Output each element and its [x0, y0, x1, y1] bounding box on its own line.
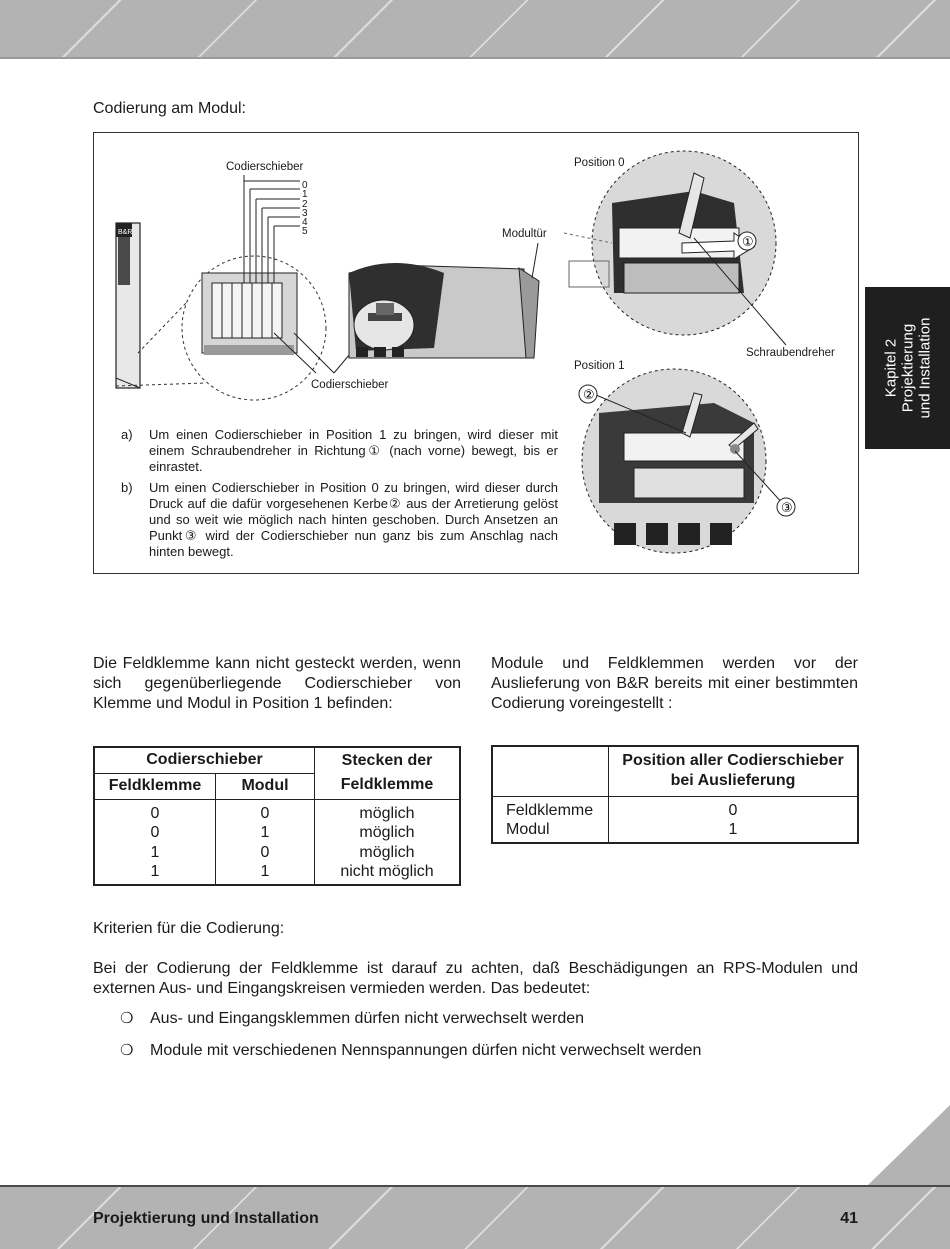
- table-col-values: [609, 796, 859, 843]
- table-col-modul: [216, 799, 315, 885]
- marker-1: ①: [742, 235, 754, 250]
- scale-tick: 4: [302, 217, 308, 229]
- header-line: Feldklemme: [340, 776, 434, 794]
- table-cell: möglich: [359, 824, 415, 841]
- scale-tick: 1: [302, 189, 308, 201]
- step-label: b): [121, 480, 133, 495]
- table-cell: 1: [728, 821, 738, 838]
- table-header-feldklemme: Feldklemme: [94, 773, 216, 799]
- marker-3: ③: [781, 501, 793, 516]
- header-line: Stecken der: [341, 752, 433, 770]
- coding-figure: [93, 132, 859, 574]
- step-text: Um einen Codierschieber in Position 1 zu bringen, wird dieser mit einem Schraubendreher in Richtung① (nach vorne) bewegt, bis er einrastet.: [149, 427, 558, 474]
- table-cell: 1: [150, 863, 160, 880]
- chapter-tab-line: Kapitel 2: [882, 338, 899, 398]
- table-header-stecken: [315, 747, 461, 799]
- table-cell: Modul: [506, 821, 550, 838]
- section-heading: Codierung am Modul:: [93, 100, 246, 117]
- table-cell: nicht möglich: [340, 863, 434, 880]
- position1-closeup: [579, 369, 795, 553]
- label-codierschieber-top: Codierschieber: [226, 161, 304, 173]
- module-logo-text: B&R: [118, 229, 133, 236]
- label-modultuer: Modultür: [502, 228, 547, 240]
- corner-decoration: [868, 1105, 950, 1185]
- header-band: [0, 0, 950, 59]
- default-coding-table: [491, 745, 859, 844]
- label-schraubendreher: Schraubendreher: [746, 347, 835, 359]
- header-line: bei Auslieferung: [670, 772, 796, 790]
- terminal-block: [349, 263, 539, 358]
- label-position0: Position 0: [574, 157, 625, 169]
- step-a: [121, 427, 558, 475]
- module-side-view: [116, 223, 140, 388]
- criteria-paragraph: Bei der Codierung der Feldklemme ist darauf zu achten, daß Beschädigungen an RPS-Modulen und externen Aus- und Eingangskreisen vermieden werden. Das bedeutet:: [93, 960, 858, 997]
- bullet-text: Module mit verschiedenen Nennspannungen dürfen nicht verwechselt werden: [150, 1042, 702, 1059]
- page-number: 41: [840, 1210, 858, 1227]
- table-cell: 0: [150, 824, 160, 841]
- table-cell: möglich: [359, 804, 415, 822]
- bullet-item: [120, 1041, 701, 1061]
- bullet-text: Aus- und Eingangsklemmen dürfen nicht verwechselt werden: [150, 1010, 585, 1027]
- table-col-labels: [492, 796, 609, 843]
- step-label: a): [121, 427, 133, 442]
- step-text: Um einen Codierschieber in Position 0 zu bringen, wird dieser durch Druck auf die dafür vorgesehenen Kerbe② aus der Arretierung gelöst und so weit wie möglich nach hinten geschoben. Durch Ansetzen an Punkt③ wird der Codierschieber nun ganz bis zum Anschlag nach hinten bewegt.: [149, 480, 558, 559]
- bullet-item: [120, 1009, 584, 1029]
- bullet-icon: ❍: [120, 1042, 134, 1059]
- step-b: [121, 480, 558, 560]
- scale-tick: 5: [302, 226, 308, 238]
- coding-combination-table: [93, 746, 461, 886]
- chapter-tab: [865, 287, 950, 449]
- bullet-icon: ❍: [120, 1010, 134, 1027]
- table-header-position: [609, 746, 859, 796]
- left-paragraph: Die Feldklemme kann nicht gesteckt werden, wenn sich gegenüberliegende Codierschieber von Klemme und Modul in Position 1 befinden:: [93, 655, 461, 712]
- chapter-tab-line: und Installation: [916, 317, 933, 419]
- chapter-tab-line: Projektierung: [899, 323, 916, 413]
- table-header-modul: Modul: [216, 773, 315, 799]
- table-group-header: Codierschieber: [94, 747, 315, 773]
- table-cell: 0: [150, 804, 160, 822]
- scale-tick: 0: [302, 180, 308, 191]
- table-cell: möglich: [359, 843, 415, 861]
- table-cell: 0: [260, 804, 270, 822]
- table-empty-header: [492, 746, 609, 796]
- position0-closeup: [564, 151, 786, 345]
- scale-tick: 3: [302, 207, 308, 219]
- scale-tick: 2: [302, 198, 308, 210]
- table-cell: 1: [150, 843, 160, 861]
- table-cell: 0: [728, 801, 738, 819]
- table-col-stecken: [315, 799, 461, 885]
- table-cell: 1: [260, 824, 270, 841]
- marker-2: ②: [583, 388, 595, 403]
- right-paragraph: Module und Feldklemmen werden vor der Auslieferung von B&R bereits mit einer bestimmten Codierung voreingestellt :: [491, 655, 858, 712]
- table-cell: Feldklemme: [506, 801, 594, 819]
- table-cell: 1: [260, 863, 270, 880]
- label-position1: Position 1: [574, 360, 625, 372]
- label-codierschieber-bottom: Codierschieber: [311, 379, 389, 391]
- position-scale: [302, 181, 308, 237]
- table-col-feldklemme: [94, 799, 216, 885]
- criteria-heading: Kriterien für die Codierung:: [93, 920, 285, 937]
- footer-title: Projektierung und Installation: [93, 1210, 319, 1227]
- table-cell: 0: [260, 843, 270, 861]
- header-line: Position aller Codierschieber: [622, 752, 844, 770]
